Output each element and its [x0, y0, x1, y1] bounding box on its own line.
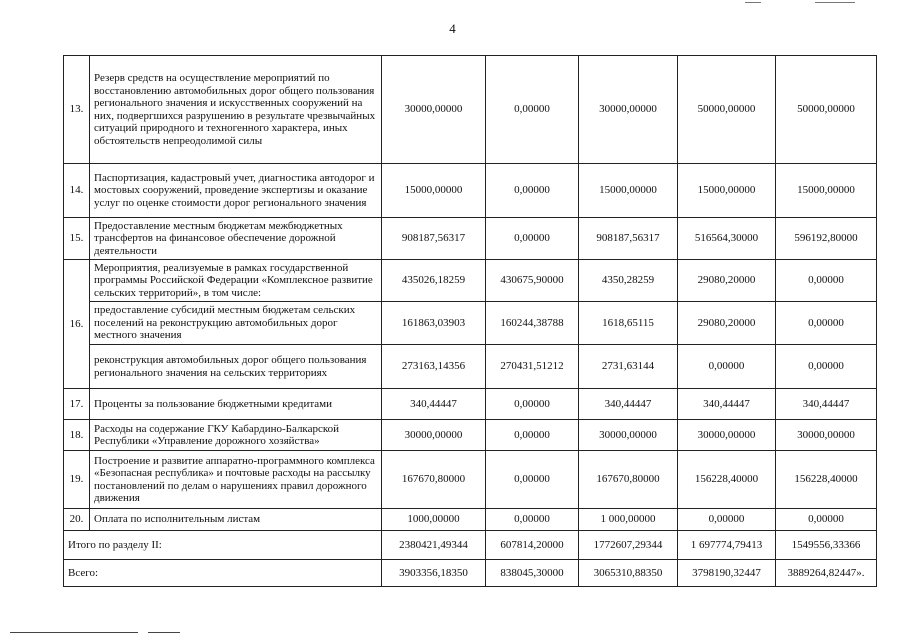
value-cell: 340,44447: [382, 389, 486, 420]
row-number: 14.: [64, 164, 90, 218]
section-total-label: Итого по разделу II:: [64, 531, 382, 560]
value-cell: 156228,40000: [678, 451, 776, 509]
value-cell: 273163,14356: [382, 345, 486, 389]
row-name: Проценты за пользование бюджетными кредитами: [90, 389, 382, 420]
grand-total-row: [64, 560, 877, 587]
value-cell: 1 000,00000: [579, 509, 678, 531]
row-name: предоставление субсидий местным бюджетам сельских поселений на реконструкцию автомобильных дорог местного значения: [90, 302, 382, 345]
value-cell: 2731,63144: [579, 345, 678, 389]
value-cell: 3798190,32447: [678, 560, 776, 587]
section-total-row: [64, 531, 877, 560]
row-number: 13.: [64, 56, 90, 164]
row-name: Предоставление местным бюджетам межбюджетных трансфертов на финансовое обеспечение дорожной деятельности: [90, 218, 382, 260]
value-cell: 1618,65115: [579, 302, 678, 345]
header-marks: [745, 0, 865, 6]
value-cell: 15000,00000: [776, 164, 877, 218]
value-cell: 0,00000: [486, 164, 579, 218]
value-cell: 29080,20000: [678, 302, 776, 345]
row-name: реконструкция автомобильных дорог общего пользования регионального значения на сельских территориях: [90, 345, 382, 389]
value-cell: 340,44447: [776, 389, 877, 420]
value-cell: 0,00000: [486, 218, 579, 260]
value-cell: 0,00000: [776, 345, 877, 389]
value-cell: 30000,00000: [776, 420, 877, 451]
value-cell: 1 697774,79413: [678, 531, 776, 560]
value-cell: 435026,18259: [382, 260, 486, 302]
value-cell: 15000,00000: [678, 164, 776, 218]
value-cell: 0,00000: [486, 56, 579, 164]
value-cell: 340,44447: [678, 389, 776, 420]
row-number: 16.: [64, 260, 90, 389]
value-cell: 29080,20000: [678, 260, 776, 302]
value-cell: 167670,80000: [579, 451, 678, 509]
table-row: [64, 420, 877, 451]
value-cell: 838045,30000: [486, 560, 579, 587]
value-cell: 0,00000: [776, 302, 877, 345]
value-cell: 0,00000: [776, 509, 877, 531]
value-cell: 607814,20000: [486, 531, 579, 560]
value-cell: 160244,38788: [486, 302, 579, 345]
table-row: [64, 56, 877, 164]
value-cell: 1000,00000: [382, 509, 486, 531]
value-cell: 0,00000: [776, 260, 877, 302]
road-fund-budget-table: [63, 55, 877, 587]
value-cell: 2380421,49344: [382, 531, 486, 560]
value-cell: 596192,80000: [776, 218, 877, 260]
value-cell: 50000,00000: [776, 56, 877, 164]
row-number: 20.: [64, 509, 90, 531]
value-cell: 0,00000: [486, 451, 579, 509]
value-cell: 161863,03903: [382, 302, 486, 345]
value-cell: 0,00000: [678, 509, 776, 531]
row-number: 18.: [64, 420, 90, 451]
value-cell: 15000,00000: [579, 164, 678, 218]
row-name: Оплата по исполнительным листам: [90, 509, 382, 531]
table-row: [64, 451, 877, 509]
row-name: Мероприятия, реализуемые в рамках государственной программы Российской Федерации «Комплексное развитие сельских территорий», в том числе:: [90, 260, 382, 302]
value-cell: 4350,28259: [579, 260, 678, 302]
value-cell: 0,00000: [486, 420, 579, 451]
value-cell: 908187,56317: [579, 218, 678, 260]
value-cell: 1549556,33366: [776, 531, 877, 560]
row-number: 17.: [64, 389, 90, 420]
value-cell: 30000,00000: [678, 420, 776, 451]
value-cell: 3065310,88350: [579, 560, 678, 587]
table-row: [64, 164, 877, 218]
value-cell: 516564,30000: [678, 218, 776, 260]
table-row: [64, 218, 877, 260]
row-number: 15.: [64, 218, 90, 260]
value-cell: 908187,56317: [382, 218, 486, 260]
table-row: [64, 389, 877, 420]
value-cell: 167670,80000: [382, 451, 486, 509]
value-cell: 1772607,29344: [579, 531, 678, 560]
value-cell: 30000,00000: [579, 420, 678, 451]
row-number: 19.: [64, 451, 90, 509]
value-cell: 270431,51212: [486, 345, 579, 389]
value-cell: 50000,00000: [678, 56, 776, 164]
value-cell: 15000,00000: [382, 164, 486, 218]
grand-total-label: Всего:: [64, 560, 382, 587]
page-number: 4: [449, 21, 456, 36]
row-name: Паспортизация, кадастровый учет, диагностика автодорог и мостовых сооружений, проведение экспертизы и оказание услуг по оценке стоимости дорог регионального значения: [90, 164, 382, 218]
value-cell: 30000,00000: [382, 56, 486, 164]
value-cell: 0,00000: [486, 389, 579, 420]
row-name: Расходы на содержание ГКУ Кабардино-Балкарской Республики «Управление дорожного хозяйства»: [90, 420, 382, 451]
value-cell: 30000,00000: [579, 56, 678, 164]
row-name: Резерв средств на осуществление мероприятий по восстановлению автомобильных дорог общего пользования регионального значения и искусственных сооружений на них, подвергшихся разрушению в результате чрезвычайных ситуаций природного и техногенного характера, иных обстоятельств непреодолимой силы: [90, 56, 382, 164]
table-row: [64, 260, 877, 302]
value-cell: 3889264,82447».: [776, 560, 877, 587]
value-cell: 340,44447: [579, 389, 678, 420]
table-row: [64, 345, 877, 389]
table-row: [64, 509, 877, 531]
value-cell: 0,00000: [486, 509, 579, 531]
value-cell: 0,00000: [678, 345, 776, 389]
table-row: [64, 302, 877, 345]
value-cell: 3903356,18350: [382, 560, 486, 587]
value-cell: 430675,90000: [486, 260, 579, 302]
value-cell: 30000,00000: [382, 420, 486, 451]
row-name: Построение и развитие аппаратно-программного комплекса «Безопасная республика» и почтовые расходы на рассылку постановлений по делам о нарушениях правил дорожного движения: [90, 451, 382, 509]
footnote-separator: [10, 632, 180, 634]
value-cell: 156228,40000: [776, 451, 877, 509]
